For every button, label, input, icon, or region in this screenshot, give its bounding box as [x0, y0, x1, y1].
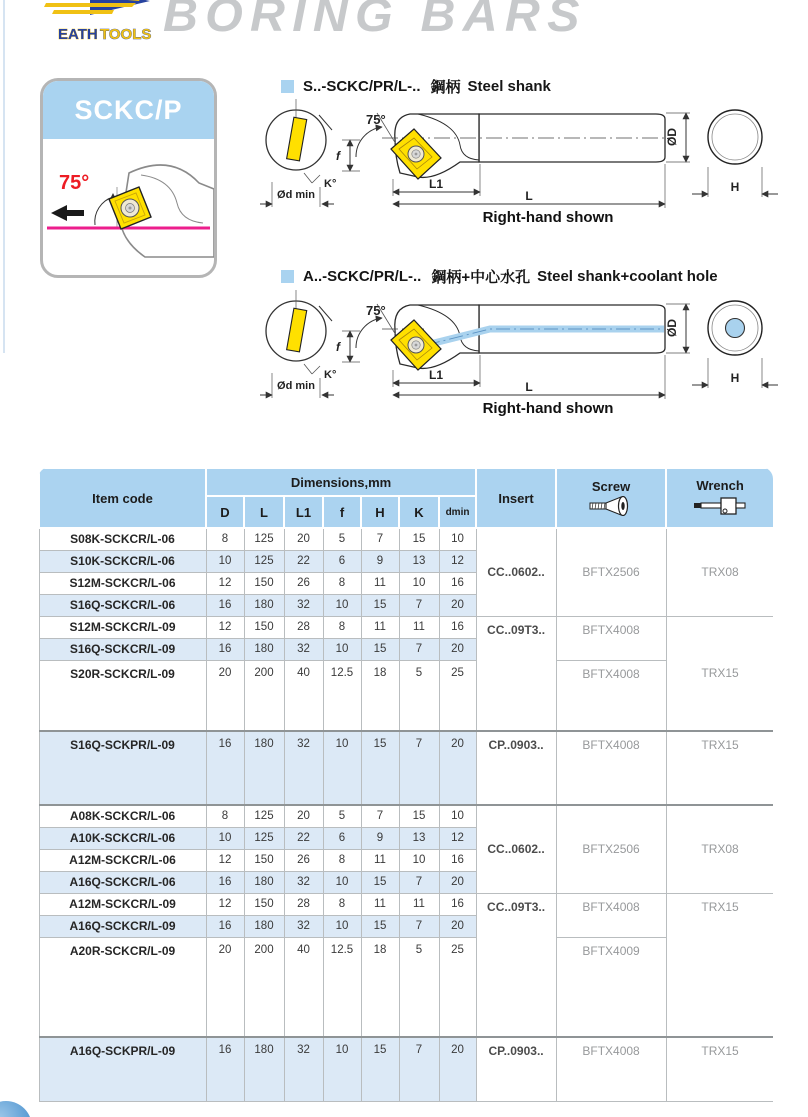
dim-cell: 9: [361, 550, 399, 572]
brand-text-tools: TOOLS: [100, 26, 152, 43]
dim-cell: 6: [323, 827, 361, 849]
dim-cell: 5: [399, 937, 439, 1037]
dim-cell: 22: [284, 550, 323, 572]
header-wrench-label: Wrench: [696, 478, 744, 493]
section-title-en: Steel shank+coolant hole: [537, 268, 718, 285]
screw-cell: BFTX4008: [556, 660, 666, 731]
item-code-cell: A08K-SCKCR/L-06: [39, 805, 206, 827]
dim-cell: 11: [361, 849, 399, 871]
dim-cell: 10: [323, 731, 361, 805]
item-code-cell: A10K-SCKCR/L-06: [39, 827, 206, 849]
item-code-cell: A12M-SCKCR/L-06: [39, 849, 206, 871]
item-code-cell: A16Q-SCKCR/L-06: [39, 871, 206, 893]
dim-cell: 7: [361, 805, 399, 827]
dim-cell: 20: [439, 594, 476, 616]
dim-cell: 20: [439, 915, 476, 937]
dim-cell: 125: [244, 827, 284, 849]
dim-cell: 32: [284, 1037, 323, 1101]
dim-cell: 10: [206, 827, 244, 849]
dim-cell: 200: [244, 937, 284, 1037]
item-code-cell: A12M-SCKCR/L-09: [39, 893, 206, 915]
dim-cell: 10: [439, 805, 476, 827]
dim-cell: 26: [284, 572, 323, 594]
dim-cell: 15: [399, 805, 439, 827]
dim-cell: 150: [244, 893, 284, 915]
dim-cell: 125: [244, 528, 284, 550]
screw-cell: BFTX4008: [556, 893, 666, 937]
coolant-hole: [726, 319, 745, 338]
h-label: H: [730, 371, 740, 385]
dim-cell: 20: [439, 1037, 476, 1101]
dim-cell: 125: [244, 550, 284, 572]
screw-cell: BFTX4008: [556, 731, 666, 805]
h-label: H: [730, 180, 740, 194]
dim-cell: 150: [244, 616, 284, 638]
item-code-cell: A16Q-SCKPR/L-09: [39, 1037, 206, 1101]
table-row: [39, 1037, 773, 1101]
screw-cell: BFTX2506: [556, 528, 666, 616]
dim-cell: 10: [206, 550, 244, 572]
dim-cell: 8: [323, 893, 361, 915]
dim-cell: 8: [206, 528, 244, 550]
brand-text-eath: EATH: [58, 26, 98, 43]
dim-cell: 22: [284, 827, 323, 849]
dim-cell: 7: [399, 731, 439, 805]
dim-cell: 8: [323, 572, 361, 594]
item-code-cell: A20R-SCKCR/L-09: [39, 937, 206, 1037]
item-code-cell: S10K-SCKCR/L-06: [39, 550, 206, 572]
dim-cell: 20: [206, 937, 244, 1037]
dim-cell: 32: [284, 638, 323, 660]
dim-cell: 16: [206, 731, 244, 805]
dim-cell: 7: [399, 915, 439, 937]
dim-cell: 200: [244, 660, 284, 731]
dim-cell: 7: [399, 1037, 439, 1101]
model-name: SCKC/P: [74, 94, 183, 125]
dim-cell: 16: [439, 572, 476, 594]
k-angle-label: K°: [324, 369, 337, 381]
header-dim-d: D: [206, 496, 244, 528]
dim-cell: 7: [399, 594, 439, 616]
table-row: [39, 937, 773, 1037]
item-code-cell: S12M-SCKCR/L-09: [39, 616, 206, 638]
item-code-cell: S16Q-SCKCR/L-09: [39, 638, 206, 660]
dim-cell: 16: [439, 849, 476, 871]
dim-cell: 11: [399, 893, 439, 915]
header-item-code: Item code: [39, 468, 206, 528]
dim-cell: 125: [244, 805, 284, 827]
dim-cell: 11: [399, 616, 439, 638]
dim-cell: 8: [206, 805, 244, 827]
item-code-cell: S12M-SCKCR/L-06: [39, 572, 206, 594]
dim-cell: 7: [399, 638, 439, 660]
l1-label: L1: [428, 177, 444, 191]
dim-cell: 16: [206, 1037, 244, 1101]
table-row: [39, 528, 773, 550]
section-bullet-icon: [281, 270, 294, 283]
insert-cell: CC..0602..: [476, 805, 556, 893]
dim-cell: 10: [323, 638, 361, 660]
item-code-cell: S16Q-SCKPR/L-09: [39, 731, 206, 805]
dim-cell: 5: [323, 528, 361, 550]
f-label: f: [336, 149, 340, 163]
header-dim-f: f: [323, 496, 361, 528]
header-dim-dmin: dmin: [439, 496, 476, 528]
insert-cell: CP..0903..: [476, 731, 556, 805]
screw-cell: BFTX4008: [556, 616, 666, 660]
section-heading-coolant: [281, 266, 718, 287]
dim-cell: 25: [439, 660, 476, 731]
dim-cell: 180: [244, 1037, 284, 1101]
dim-cell: 8: [323, 849, 361, 871]
insert-cell: CC..09T3..: [476, 616, 556, 731]
spec-table-wrap: [38, 467, 773, 1102]
table-row: [39, 660, 773, 731]
item-code-cell: A16Q-SCKCR/L-09: [39, 915, 206, 937]
diagram-caption: Right-hand shown: [482, 209, 614, 226]
wrench-cell: TRX15: [666, 616, 773, 731]
dim-cell: 13: [399, 827, 439, 849]
cross-section-view: [692, 110, 778, 197]
dim-cell: 16: [206, 638, 244, 660]
dim-cell: 7: [361, 528, 399, 550]
dim-cell: 25: [439, 937, 476, 1037]
model-card-header: [43, 81, 214, 139]
item-code-cell: S08K-SCKCR/L-06: [39, 528, 206, 550]
dim-cell: 15: [361, 594, 399, 616]
brand-logo: [28, 0, 160, 46]
section-title-en: Steel shank: [467, 78, 551, 95]
header-dim-k: K: [399, 496, 439, 528]
table-row: [39, 893, 773, 915]
dim-cell: 15: [399, 528, 439, 550]
wrench-icon: [693, 495, 747, 517]
dim-cell: 10: [323, 1037, 361, 1101]
logo-swoosh-icon: [44, 0, 150, 15]
screw-cell: BFTX4008: [556, 1037, 666, 1101]
table-row: [39, 616, 773, 638]
insert-cell: CC..09T3..: [476, 893, 556, 1037]
end-view: [260, 290, 336, 398]
model-card-body: [43, 139, 214, 275]
dim-cell: 12.5: [323, 937, 361, 1037]
dim-cell: 13: [399, 550, 439, 572]
dim-cell: 20: [439, 731, 476, 805]
header-dimensions: Dimensions,mm: [206, 468, 476, 496]
angle-75-label: 75°: [366, 112, 386, 127]
page-edge-line: [3, 0, 5, 353]
dim-cell: 12: [206, 572, 244, 594]
dim-cell: 32: [284, 871, 323, 893]
diagram-caption: Right-hand shown: [482, 400, 614, 417]
dmin-label: Ød min: [277, 189, 315, 201]
dim-cell: 10: [399, 572, 439, 594]
dim-cell: 15: [361, 871, 399, 893]
od-label: ØD: [665, 128, 679, 146]
dim-cell: 26: [284, 849, 323, 871]
dim-cell: 16: [206, 871, 244, 893]
dim-cell: 12: [439, 550, 476, 572]
header-screw: [556, 468, 666, 528]
dim-cell: 180: [244, 915, 284, 937]
dim-cell: 28: [284, 893, 323, 915]
wrench-cell: TRX15: [666, 1037, 773, 1101]
dim-cell: 11: [361, 616, 399, 638]
dim-cell: 180: [244, 731, 284, 805]
dim-cell: 20: [439, 638, 476, 660]
insert-cell: CP..0903..: [476, 1037, 556, 1101]
dim-cell: 10: [323, 871, 361, 893]
dim-cell: 16: [206, 915, 244, 937]
dim-cell: 20: [206, 660, 244, 731]
dim-cell: 32: [284, 594, 323, 616]
dim-cell: 11: [361, 893, 399, 915]
l-label: L: [525, 189, 533, 203]
header-screw-label: Screw: [591, 479, 631, 494]
coolant-shank-diagram: [260, 288, 782, 400]
dim-cell: 6: [323, 550, 361, 572]
l1-label: L1: [428, 368, 444, 382]
dim-cell: 16: [439, 893, 476, 915]
k-angle-label: K°: [324, 178, 337, 190]
header-dim-l: L: [244, 496, 284, 528]
section-code: A..-SCKC/PR/L-..: [303, 268, 422, 285]
dim-cell: 10: [323, 915, 361, 937]
dim-cell: 20: [439, 871, 476, 893]
dim-cell: 9: [361, 827, 399, 849]
dim-cell: 5: [399, 660, 439, 731]
side-view: [336, 112, 690, 208]
dim-cell: 20: [284, 805, 323, 827]
wrench-cell: TRX08: [666, 528, 773, 616]
dim-cell: 15: [361, 915, 399, 937]
section-bullet-icon: [281, 80, 294, 93]
dim-cell: 12: [206, 849, 244, 871]
side-view: [336, 303, 690, 399]
dim-cell: 10: [439, 528, 476, 550]
dim-cell: 5: [323, 805, 361, 827]
end-view: [260, 99, 336, 207]
dim-cell: 12: [439, 827, 476, 849]
dim-cell: 10: [399, 849, 439, 871]
dim-cell: 10: [323, 594, 361, 616]
dim-cell: 8: [323, 616, 361, 638]
dim-cell: 150: [244, 572, 284, 594]
page-title: BORING BARS: [163, 0, 587, 41]
spec-table: [38, 467, 773, 1102]
dim-cell: 18: [361, 660, 399, 731]
dim-cell: 40: [284, 937, 323, 1037]
section-title-cn: 鋼柄: [430, 79, 461, 96]
page-number-bubble: [0, 1101, 32, 1117]
item-code-cell: S20R-SCKCR/L-09: [39, 660, 206, 731]
table-row: [39, 805, 773, 827]
f-label: f: [336, 340, 340, 354]
card-angle-label: 75°: [59, 172, 90, 194]
dim-cell: 150: [244, 849, 284, 871]
dim-cell: 12.5: [323, 660, 361, 731]
header-insert: Insert: [476, 468, 556, 528]
card-tool-drawing: [43, 139, 214, 273]
screw-icon: [588, 496, 634, 516]
section-code: S..-SCKC/PR/L-..: [303, 78, 421, 95]
header-dim-l1: L1: [284, 496, 323, 528]
table-row: [39, 731, 773, 805]
section-heading-steel-shank: [281, 76, 551, 97]
dim-cell: 180: [244, 638, 284, 660]
wrench-cell: TRX15: [666, 731, 773, 805]
left-arrow-icon: [51, 205, 67, 221]
dim-cell: 16: [206, 594, 244, 616]
dim-cell: 11: [361, 572, 399, 594]
section-title-cn: 鋼柄+中心水孔: [431, 269, 531, 286]
dim-cell: 16: [439, 616, 476, 638]
dim-cell: 28: [284, 616, 323, 638]
angle-75-label: 75°: [366, 303, 386, 318]
dim-cell: 15: [361, 1037, 399, 1101]
dmin-label: Ød min: [277, 380, 315, 392]
dim-cell: 12: [206, 893, 244, 915]
dim-cell: 32: [284, 915, 323, 937]
steel-shank-diagram: [260, 97, 782, 209]
wrench-cell: TRX15: [666, 893, 773, 1037]
screw-cell: BFTX4009: [556, 937, 666, 1037]
item-code-cell: S16Q-SCKCR/L-06: [39, 594, 206, 616]
screw-cell: BFTX2506: [556, 805, 666, 893]
dim-cell: 15: [361, 731, 399, 805]
header-wrench: [666, 468, 773, 528]
cross-section-view: [692, 301, 778, 388]
wrench-cell: TRX08: [666, 805, 773, 893]
dim-cell: 32: [284, 731, 323, 805]
l-label: L: [525, 380, 533, 394]
dim-cell: 20: [284, 528, 323, 550]
od-label: ØD: [665, 319, 679, 337]
dim-cell: 7: [399, 871, 439, 893]
dim-cell: 180: [244, 594, 284, 616]
dim-cell: 18: [361, 937, 399, 1037]
dim-cell: 180: [244, 871, 284, 893]
header-dim-h: H: [361, 496, 399, 528]
dim-cell: 12: [206, 616, 244, 638]
dim-cell: 15: [361, 638, 399, 660]
model-card: [40, 78, 217, 278]
insert-cell: CC..0602..: [476, 528, 556, 616]
dim-cell: 40: [284, 660, 323, 731]
